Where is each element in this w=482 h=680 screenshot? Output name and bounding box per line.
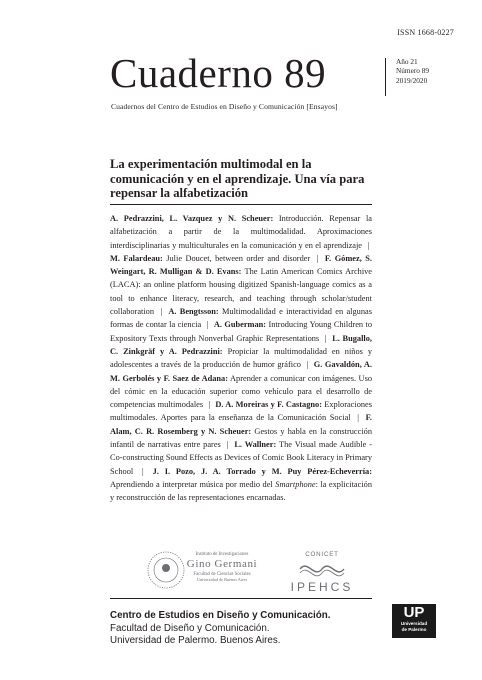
publisher-line3: Universidad de Palermo. Buenos Aires. bbox=[110, 635, 281, 647]
table-of-contents bbox=[110, 212, 372, 505]
gino-top-text: Instituto de Investigaciones bbox=[195, 552, 249, 557]
journal-title: Cuaderno 89 bbox=[110, 50, 327, 96]
entry-title: Gestos y habla en la construcción infantil de narrativas entre pares bbox=[110, 426, 372, 450]
masthead-divider bbox=[385, 58, 386, 96]
wave-icon bbox=[300, 566, 344, 572]
ipehcs-text: IPEHCS bbox=[290, 580, 354, 593]
entry-separator: | bbox=[206, 320, 209, 330]
gino-line2-text: Universidad de Buenos Aires bbox=[196, 577, 248, 582]
entry-authors: M. Falardeau: bbox=[110, 253, 163, 263]
entry-authors: A. Guberman: bbox=[213, 320, 267, 330]
entry-separator: | bbox=[208, 400, 211, 410]
footer-rule bbox=[110, 598, 372, 599]
conicet-text: CONICET bbox=[305, 551, 339, 558]
issn: ISSN 1668-0227 bbox=[397, 28, 454, 37]
entry-title: Introducing Young Children to Expository Texts through Nonverbal Graphic Representations bbox=[110, 320, 372, 343]
entry-separator: | bbox=[357, 413, 359, 423]
entry-title: The Visual made Audible - Co-constructing Sound Effects as Devices of Comic Book Literacy in Primary School bbox=[110, 440, 373, 476]
up-logo-line1: Universidad bbox=[400, 621, 428, 626]
entry-separator: | bbox=[306, 360, 309, 370]
contents-entry bbox=[110, 254, 310, 263]
contents-entry bbox=[110, 467, 372, 503]
entry-title-italic: Smartphone bbox=[275, 479, 316, 489]
up-logo-line2: de Palermo bbox=[401, 626, 427, 632]
entry-separator: | bbox=[142, 466, 144, 476]
entry-title: Exploraciones multimodales. Aportes para la enseñanza de la Comunicación Social bbox=[110, 400, 372, 423]
entry-authors: J. I. Pozo, J. A. Torrado y M. Puy Pérez-Echeverría: bbox=[152, 466, 372, 476]
entry-authors: F. Gómez, S. Weingart, R. Mulligan & D. Evans: bbox=[110, 253, 372, 277]
gino-germani-logo bbox=[148, 552, 257, 588]
entry-title: Multimodalidad e interactividad en algunas formas de contar la ciencia bbox=[110, 307, 372, 330]
gino-name-text: Gino Germani bbox=[186, 558, 258, 570]
entry-authors: A. Bengtsson: bbox=[168, 307, 219, 317]
up-logo-mark: UP bbox=[403, 604, 425, 621]
entry-authors: L. Bugallo, C. Zinkgräf y A. Pedrazzini: bbox=[110, 333, 372, 356]
contents-entry bbox=[110, 214, 372, 250]
entry-authors: D. A. Moreiras y F. Castagno: bbox=[215, 400, 322, 410]
issue-year: Año 21 bbox=[396, 57, 418, 66]
entry-authors: A. Pedrazzini, L. Vazquez y N. Scheuer: bbox=[110, 214, 274, 223]
issue-info bbox=[396, 57, 429, 85]
publisher-info bbox=[110, 610, 330, 648]
entry-title: Aprendiendo a interpretar música por medio del bbox=[110, 479, 273, 489]
entry-separator: | bbox=[160, 307, 163, 317]
entry-title: The Latin American Comics Archive (LACA): an online platform housing digitized Spanish-language comics as a tool to enhance literacy, research, and teaching through scholar/student collaboration bbox=[110, 267, 373, 317]
issue-period: 2019/2020 bbox=[396, 75, 428, 85]
entry-title: Julie Doucet, between order and disorder bbox=[166, 253, 311, 263]
entry-title: Introducción. Repensar la alfabetización a partir de la multimodalidad. Aproximaciones interdisciplinarias y multiculturales en la comunicación y en el aprendizaje bbox=[110, 214, 372, 250]
title-rule bbox=[110, 204, 372, 205]
entry-separator: | bbox=[316, 253, 319, 263]
publisher-line1: Centro de Estudios en Diseño y Comunicación. bbox=[110, 610, 331, 621]
entry-title-continued: : la explicitación y reconstrucción de las representaciones encarnadas. bbox=[110, 479, 373, 503]
entry-title: Propiciar la multimodalidad en niños y adolescentes a través de la producción de humor gráfico bbox=[110, 346, 373, 370]
entry-title: Aprender a comunicar con imágenes. Uso del cómic en la educación superior como vehículo para el desarrollo de competencias multimodales bbox=[110, 373, 372, 410]
up-logo bbox=[392, 604, 436, 638]
conicet-ipehcs-logo bbox=[291, 551, 354, 593]
entry-separator: | bbox=[226, 440, 229, 450]
article-title: La experimentación multimodal en la comunicación y en el aprendizaje. Una vía para repensar la alfabetización bbox=[110, 157, 365, 201]
issue-number: Número 89 bbox=[396, 66, 430, 76]
publisher-line2: Facultad de Diseño y Comunicación. bbox=[110, 622, 270, 634]
entry-separator: | bbox=[324, 333, 327, 343]
gino-seal-figure bbox=[162, 564, 170, 572]
entry-separator: | bbox=[367, 240, 369, 250]
gino-line1-text: Facultad de Ciencias Sociales bbox=[193, 572, 251, 577]
entry-authors: L. Wallner: bbox=[234, 440, 277, 450]
entry-authors: G. Gavaldón, A. M. Gerbolés y F. Saez de Adana: bbox=[110, 360, 372, 383]
institution-logos bbox=[110, 547, 372, 593]
entry-authors: F. Alam, C. R. Rosemberg y N. Scheuer: bbox=[110, 413, 372, 436]
journal-subtitle: Cuadernos del Centro de Estudios en Diseño y Comunicación [Ensayos] bbox=[111, 102, 338, 111]
